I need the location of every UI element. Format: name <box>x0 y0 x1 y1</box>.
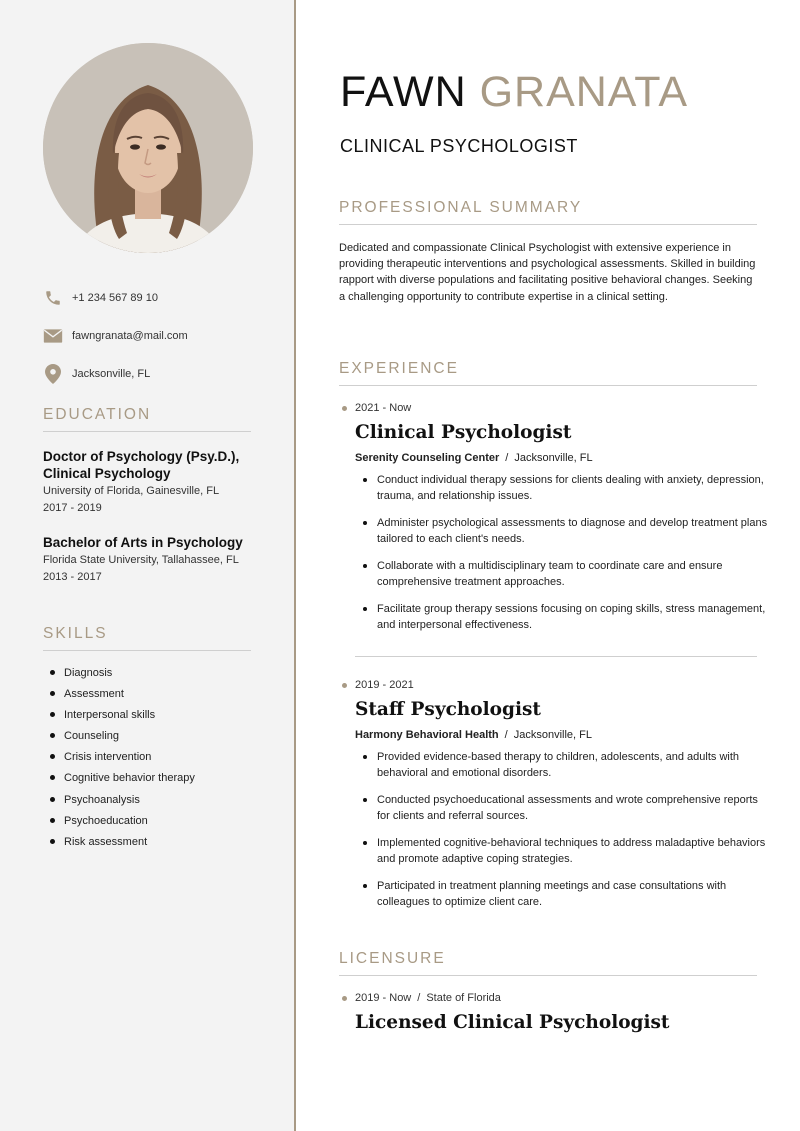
job-bullet: Conduct individual therapy sessions for clients dealing with anxiety, depression, trauma, and relationship issues. <box>360 472 770 504</box>
location-pin-icon <box>43 364 63 384</box>
job-dates <box>342 679 414 691</box>
email-icon <box>43 326 63 346</box>
education-school: Florida State University, Tallahassee, FL <box>43 554 239 566</box>
skill-item: Risk assessment <box>50 835 195 856</box>
job-bullet: Participated in treatment planning meetings and case consultations with colleagues to optimize client care. <box>360 878 770 910</box>
job-title: CLINICAL PSYCHOLOGIST <box>340 136 578 156</box>
licensure-divider <box>339 975 757 976</box>
skills-list <box>50 666 195 856</box>
job-bullets <box>360 472 770 644</box>
job-company: Serenity Counseling Center <box>355 452 500 464</box>
license-state: State of Florida <box>426 992 501 1004</box>
skill-item: Interpersonal skills <box>50 708 195 729</box>
job-bullet: Administer psychological assessments to diagnose and develop treatment plans tailored to each client's needs. <box>360 515 770 547</box>
contact-email <box>43 324 188 348</box>
skill-item: Assessment <box>50 687 195 708</box>
education-heading: EDUCATION <box>43 406 152 423</box>
phone-number: +1 234 567 89 10 <box>72 292 158 304</box>
job-divider <box>355 656 757 657</box>
experience-divider <box>339 385 757 386</box>
education-item <box>43 534 263 583</box>
sidebar <box>0 0 296 1131</box>
skill-item: Crisis intervention <box>50 750 195 771</box>
job-bullet: Provided evidence-based therapy to children, adolescents, and adults with behavioral and emotional disorders. <box>360 749 770 781</box>
job-bullets <box>360 749 770 921</box>
education-item <box>43 448 263 514</box>
summary-heading: PROFESSIONAL SUMMARY <box>339 199 583 216</box>
job-date-text: 2021 - Now <box>355 402 412 414</box>
timeline-dot <box>342 683 347 688</box>
education-divider <box>43 431 251 432</box>
contact-location <box>43 362 150 386</box>
license-date-text: 2019 - Now <box>355 992 412 1004</box>
skill-item: Counseling <box>50 729 195 750</box>
summary-text: Dedicated and compassionate Clinical Psychologist with extensive experience in providing therapeutic interventions and psychological assessments. Skilled in building rapport with diverse populations and facilitating positive behavioral changes. Seeking a challenging opportunity to contribute expertise in a clinical setting. <box>339 242 756 303</box>
skill-item: Diagnosis <box>50 666 195 687</box>
job-role: Staff Psychologist <box>355 699 541 720</box>
job-bullet: Conducted psychoeducational assessments and wrote comprehensive reports for clients and referral sources. <box>360 792 770 824</box>
profile-photo <box>43 43 253 253</box>
phone-icon <box>43 288 63 308</box>
job-bullet: Collaborate with a multidisciplinary team to coordinate care and ensure comprehensive treatment approaches. <box>360 558 770 590</box>
education-degree: Doctor of Psychology (Psy.D.), Clinical Psychology <box>43 449 240 481</box>
job-location: Jacksonville, FL <box>513 729 592 741</box>
job-dates <box>342 402 411 414</box>
job-company: Harmony Behavioral Health <box>355 729 499 741</box>
email-address: fawngranata@mail.com <box>72 330 188 342</box>
location-text: Jacksonville, FL <box>72 368 151 380</box>
timeline-dot <box>342 406 347 411</box>
license-dates: 2019 - Now / State of Florida <box>342 992 501 1004</box>
summary-divider <box>339 224 757 225</box>
education-school: University of Florida, Gainesville, FL <box>43 485 220 497</box>
job-role: Clinical Psychologist <box>355 422 572 443</box>
experience-heading: EXPERIENCE <box>339 360 459 377</box>
skills-heading: SKILLS <box>43 625 108 642</box>
candidate-name <box>340 66 688 118</box>
license-title: Licensed Clinical Psychologist <box>355 1012 670 1033</box>
job-company-row: Harmony Behavioral Health / Jacksonville, FL <box>355 729 592 741</box>
job-location: Jacksonville, FL <box>514 452 593 464</box>
job-bullet: Facilitate group therapy sessions focusing on coping skills, stress management, and interpersonal effectiveness. <box>360 601 770 633</box>
licensure-heading: LICENSURE <box>339 950 446 967</box>
skill-item: Psychoanalysis <box>50 793 195 814</box>
last-name: GRANATA <box>479 68 689 116</box>
skill-item: Cognitive behavior therapy <box>50 771 195 792</box>
skills-divider <box>43 650 251 651</box>
job-bullet: Implemented cognitive-behavioral techniques to address maladaptive behaviors and promote adaptive coping strategies. <box>360 835 770 867</box>
job-date-text: 2019 - 2021 <box>355 679 414 691</box>
skill-item: Psychoeducation <box>50 814 195 835</box>
education-degree: Bachelor of Arts in Psychology <box>43 535 243 550</box>
timeline-dot <box>342 996 347 1001</box>
contact-phone <box>43 286 158 310</box>
education-years: 2017 - 2019 <box>43 502 102 514</box>
main-content <box>296 0 800 1131</box>
education-years: 2013 - 2017 <box>43 571 102 583</box>
job-company-row: Serenity Counseling Center / Jacksonville, FL <box>355 452 593 464</box>
first-name: FAWN <box>340 68 467 116</box>
